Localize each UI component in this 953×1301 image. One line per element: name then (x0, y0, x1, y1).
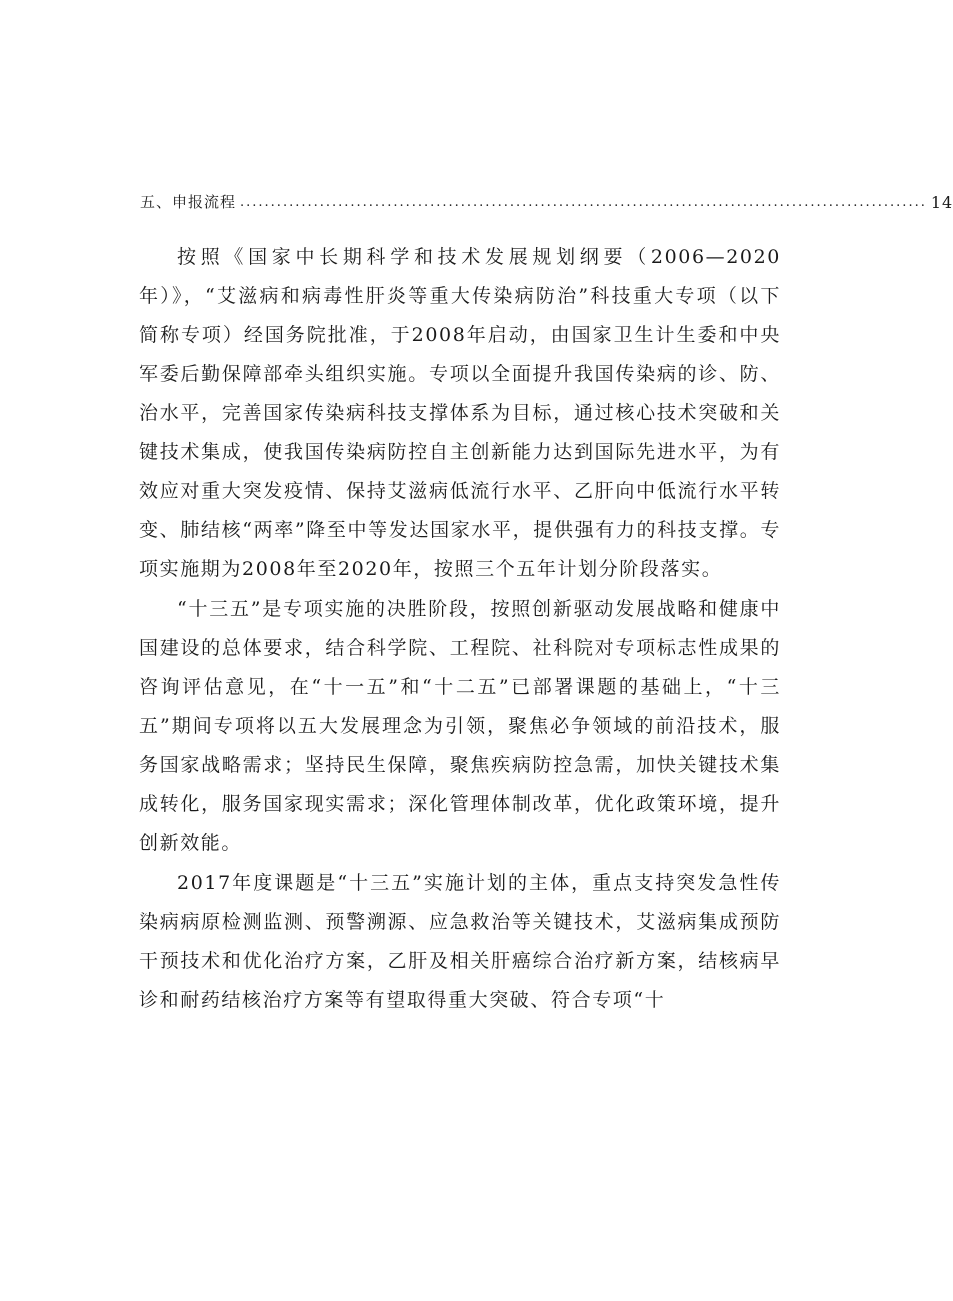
toc-page-number: 14 (930, 193, 953, 212)
toc-entry[interactable] (140, 186, 953, 212)
toc-dot-leader: ................................................................................................................ (240, 195, 927, 210)
toc-entry-title: 五、申报流程 (140, 193, 237, 211)
paragraph-1: 按照《国家中长期科学和技术发展规划纲要（2006—2020年）》，“艾滋病和病毒性肝炎等重大传染病防治”科技重大专项（以下简称专项）经国务院批准，于2008年启动，由国家卫生计生委和中央军委后勤保障部牵头组织实施。专项以全面提升我国传染病的诊、防、治水平，完善国家传染病科技支撑体系为目标，通过核心技术突破和关键技术集成，使我国传染病防控自主创新能力达到国际先进水平，为有效应对重大突发疫情、保持艾滋病低流行水平、乙肝向中低流行水平转变、肺结核“两率”降至中等发达国家水平，提供强有力的科技支撑。专项实施期为2008年至2020年，按照三个五年计划分阶段落实。 (139, 246, 781, 580)
paragraph-3: 2017年度课题是“十三五”实施计划的主体，重点支持突发急性传染病病原检测监测、预警溯源、应急救治等关键技术，艾滋病集成预防干预技术和优化治疗方案，乙肝及相关肝癌综合治疗新方案，结核病早诊和耐药结核治疗方案等有望取得重大突破、符合专项“十 (139, 872, 781, 1011)
paragraph-2: “十三五”是专项实施的决胜阶段，按照创新驱动发展战略和健康中国建设的总体要求，结合科学院、工程院、社科院对专项标志性成果的咨询评估意见，在“十一五”和“十二五”已部署课题的基础上，“十三五”期间专项将以五大发展理念为引领，聚焦必争领域的前沿技术，服务国家战略需求；坚持民生保障，聚焦疾病防控急需，加快关键技术集成转化，服务国家现实需求；深化管理体制改革，优化政策环境，提升创新效能。 (139, 598, 781, 854)
body-text (139, 238, 781, 1021)
